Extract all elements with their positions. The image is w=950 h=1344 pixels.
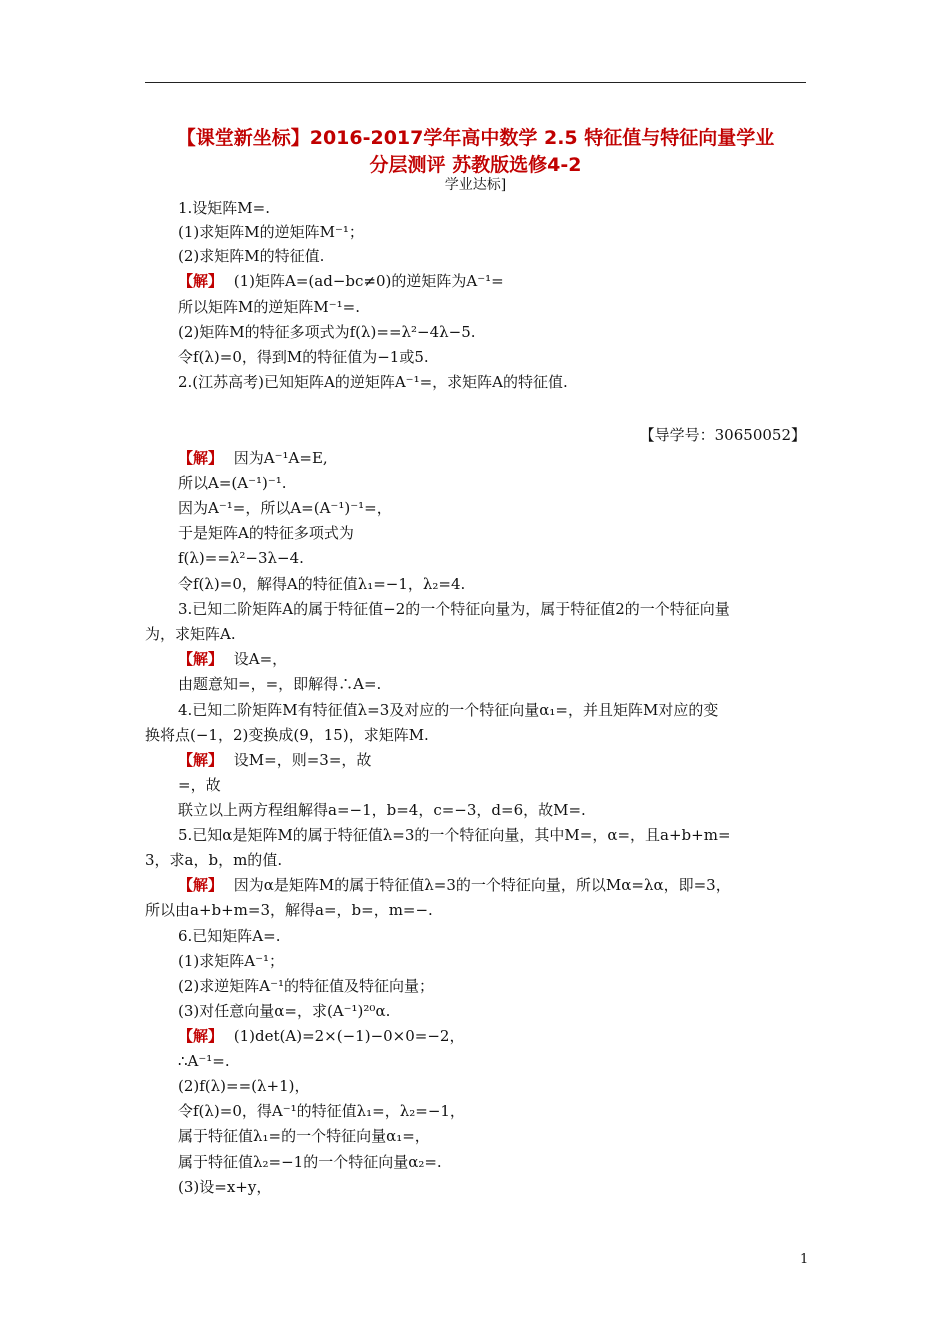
text-line: (2)求逆矩阵A⁻¹的特征值及特征向量； <box>178 977 435 995</box>
text-line: (3)设=x+y， <box>178 1178 272 1196</box>
text-line: 令f(λ)=0，得A⁻¹的特征值λ₁=，λ₂=−1， <box>178 1102 465 1120</box>
text-line: 因为α是矩阵M的属于特征值λ=3的一个特征向量，所以Mα=λα，即=3， <box>229 876 731 894</box>
text-line: =，故 <box>178 776 221 794</box>
text-line: 所以矩阵M的逆矩阵M⁻¹=. <box>178 298 360 316</box>
text-line: 设A=， <box>229 650 288 668</box>
text-line: 3.已知二阶矩阵A的属于特征值−2的一个特征向量为，属于特征值2的一个特征向量 <box>178 600 730 618</box>
solution-tag: 【解】 <box>178 650 224 668</box>
text-line: 5.已知α是矩阵M的属于特征值λ=3的一个特征向量，其中M=，α=，且a+b+m= <box>178 826 731 844</box>
solution-line <box>178 647 287 671</box>
text-line: 属于特征值λ₁=的一个特征向量α₁=， <box>178 1127 430 1145</box>
solution-line <box>178 873 731 897</box>
text-line: 2.(江苏高考)已知矩阵A的逆矩阵A⁻¹=，求矩阵A的特征值. <box>178 373 568 391</box>
text-line: 联立以上两方程组解得a=−1，b=4，c=−3，d=6，故M=. <box>178 801 586 819</box>
header-rule <box>145 82 806 83</box>
text-line: 3，求a，b，m的值. <box>145 851 283 869</box>
solution-line <box>178 1024 464 1048</box>
text-line: 由题意知=，=，即解得∴A=. <box>178 675 382 693</box>
text-line: ∴A⁻¹=. <box>178 1052 230 1070</box>
text-line: 设M=，则=3=，故 <box>229 751 372 769</box>
text-line: 因为A⁻¹A=E, <box>229 449 328 467</box>
solution-tag: 【解】 <box>178 876 224 894</box>
section-subtitle: 学业达标] <box>444 177 507 193</box>
solution-tag: 【解】 <box>178 751 224 769</box>
solution-tag: 【解】 <box>178 1027 224 1045</box>
solution-tag: 【解】 <box>178 449 224 467</box>
text-line: (2)f(λ)==(λ+1)， <box>178 1077 310 1095</box>
guide-number: 【导学号：30650052】 <box>639 426 806 444</box>
solution-tag: 【解】 <box>178 272 224 290</box>
text-line: (1)矩阵A=(ad−bc≠0)的逆矩阵为A⁻¹= <box>229 272 504 290</box>
text-line: (1)求矩阵M的逆矩阵M⁻¹； <box>178 223 364 241</box>
text-line: 4.已知二阶矩阵M有特征值λ=3及对应的一个特征向量α₁=，并且矩阵M对应的变 <box>178 701 719 719</box>
solution-line <box>178 269 504 293</box>
text-line: 为，求矩阵A. <box>145 625 236 643</box>
text-line: (1)det(A)=2×(−1)−0×0=−2， <box>229 1027 465 1045</box>
text-line: 所以A=(A⁻¹)⁻¹. <box>178 474 287 492</box>
text-line: 属于特征值λ₂=−1的一个特征向量α₂=. <box>178 1153 442 1171</box>
solution-line <box>178 748 371 772</box>
text-line: 于是矩阵A的特征多项式为 <box>178 524 354 542</box>
text-line: 令f(λ)=0，得到M的特征值为−1或5. <box>178 348 429 366</box>
text-line: (3)对任意向量α=，求(A⁻¹)²⁰α. <box>178 1002 391 1020</box>
text-line: f(λ)==λ²−3λ−4. <box>178 549 304 567</box>
text-line: 换将点(−1，2)变换成(9，15)，求矩阵M. <box>145 726 429 744</box>
document-title-line-2: 分层测评 苏教版选修4-2 <box>369 154 582 176</box>
text-line: 1.设矩阵M=. <box>178 199 271 217</box>
text-line: 因为A⁻¹=，所以A=(A⁻¹)⁻¹=， <box>178 499 392 517</box>
solution-line <box>178 446 328 470</box>
text-line: 令f(λ)=0，解得A的特征值λ₁=−1，λ₂=4. <box>178 575 466 593</box>
text-line: (2)求矩阵M的特征值. <box>178 247 325 265</box>
text-line: 6.已知矩阵A=. <box>178 927 281 945</box>
text-line: 所以由a+b+m=3，解得a=，b=，m=−. <box>145 901 433 919</box>
text-line: (2)矩阵M的特征多项式为f(λ)==λ²−4λ−5. <box>178 323 476 341</box>
document-title-line-1: 【课堂新坐标】2016-2017学年高中数学 2.5 特征值与特征向量学业 <box>176 127 775 149</box>
page-number: 1 <box>800 1252 809 1267</box>
text-line: (1)求矩阵A⁻¹； <box>178 952 285 970</box>
